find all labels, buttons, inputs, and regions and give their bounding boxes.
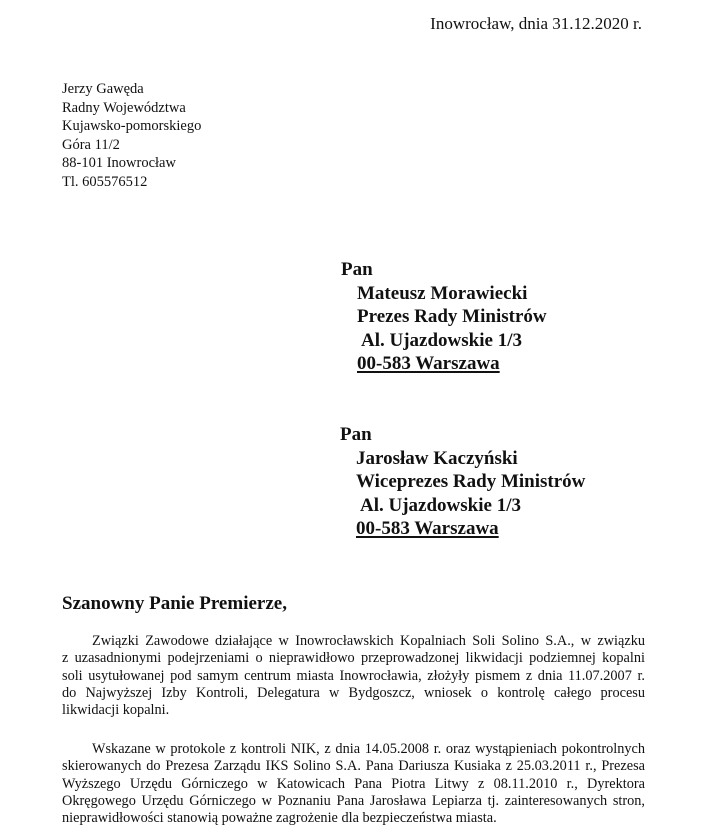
body-paragraph-2	[62, 741, 645, 827]
paragraph-line: skierowanych do Prezesa Zarządu IKS Solino S.A. Pana Dariusza Kusiaka z 25.03.2011 r., Prezesa	[62, 758, 645, 775]
recipient-title: Prezes Rady Ministrów	[357, 306, 547, 328]
recipient-block-2	[340, 423, 585, 541]
sender-city: 88-101 Inowrocław	[62, 155, 176, 172]
sender-address-block	[62, 80, 201, 192]
sender-position: Radny Województwa	[62, 99, 186, 116]
paragraph-line: nieprawidłowości stanowią poważne zagrożenie dla bezpieczeństwa miasta.	[62, 810, 497, 827]
recipient-name: Mateusz Morawiecki	[357, 282, 528, 304]
paragraph-line: Związki Zawodowe działające w Inowrocławskich Kopalniach Soli Solino S.A., w związku	[92, 633, 645, 649]
paragraph-line: Wyższego Urzędu Górniczego w Katowicach Pana Piotra Litwy z 08.11.2010 r., Dyrektora	[62, 775, 645, 792]
paragraph-line: Wskazane w protokole z kontroli NIK, z dnia 14.05.2008 r. oraz wystąpieniach pokontrolnych	[92, 741, 645, 757]
paragraph-line: soli usytułowanej pod samym centrum miasta Inowrocławia, złożyły pismem z dnia 11.07.2007 r.	[62, 667, 645, 684]
sender-street: Góra 11/2	[62, 136, 120, 153]
recipient-name: Jarosław Kaczyński	[356, 447, 518, 469]
paragraph-line: do Najwyższej Izby Kontroli, Delegatura w Bydgoszcz, wniosek o kontrolę całego procesu	[62, 684, 645, 701]
recipient-street: Al. Ujazdowskie 1/3	[360, 494, 521, 516]
recipient-title: Wiceprezes Rady Ministrów	[356, 471, 586, 493]
sender-name: Jerzy Gawęda	[62, 81, 144, 97]
sender-region: Kujawsko-pomorskiego	[62, 118, 202, 135]
sender-phone: Tl. 605576512	[62, 173, 148, 190]
paragraph-line: Okręgowego Urzędu Górniczego w Poznaniu Pana Jarosława Lepiarza tj. zainteresowanych stron,	[62, 792, 645, 809]
paragraph-line: z uzasadnionymi podejrzeniami o nieprawidłowo przeprowadzonej likwidacji podziemnej kopalni	[62, 650, 645, 667]
recipient-salutation: Pan	[340, 424, 372, 445]
body-paragraph-1	[62, 633, 645, 719]
recipient-street: Al. Ujazdowskie 1/3	[361, 329, 522, 351]
recipient-block-1	[341, 258, 547, 376]
paragraph-line: likwidacji kopalni.	[62, 702, 170, 719]
recipient-salutation: Pan	[341, 259, 373, 280]
recipient-city: 00-583 Warszawa	[357, 353, 500, 375]
letter-date: Inowrocław, dnia 31.12.2020 r.	[430, 14, 642, 33]
letter-greeting: Szanowny Panie Premierze,	[62, 593, 287, 614]
recipient-city: 00-583 Warszawa	[356, 518, 499, 540]
